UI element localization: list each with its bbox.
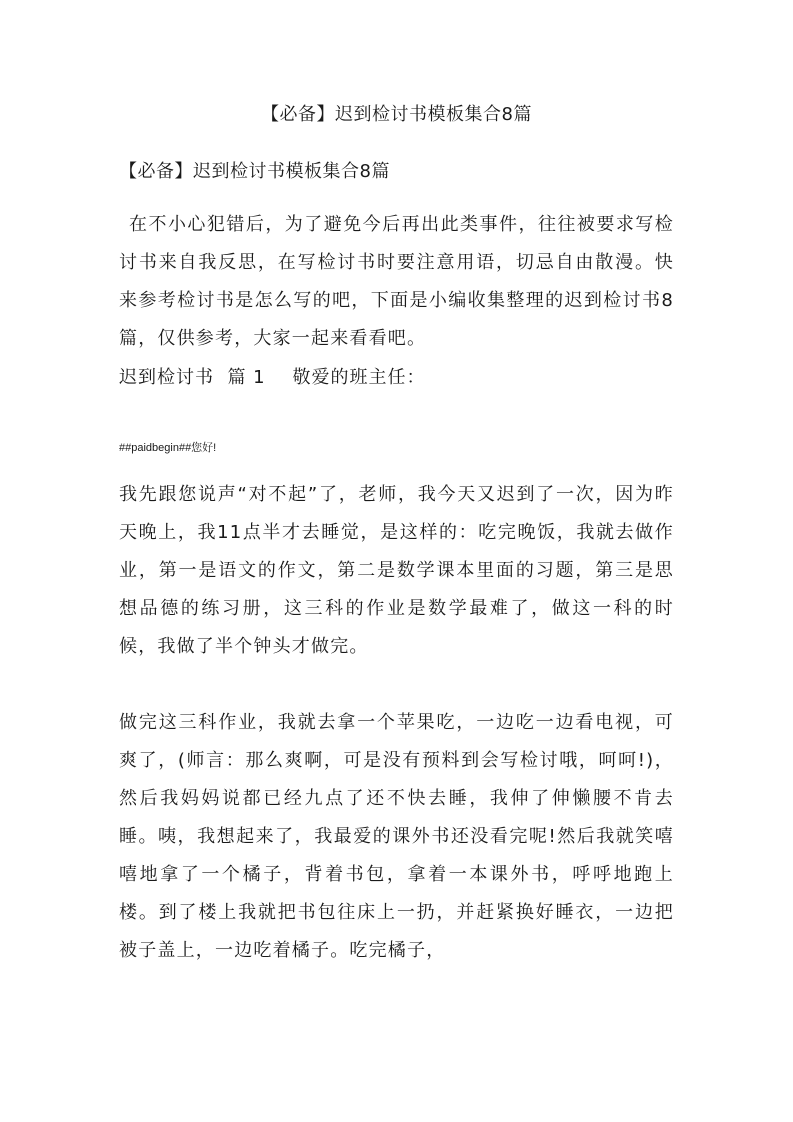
body-paragraph-1: 我先跟您说声“对不起”了，老师，我今天又迟到了一次，因为昨天晚上，我11点半才去睡觉，是这样的：吃完晚饭，我就去做作业，第一是语文的作文，第二是数学课本里面的习题，第三是思想品德的练习册，这三科的作业是数学最难了，做这一科的时候，我做了半个钟头才做完。 [119, 484, 674, 657]
document-subtitle: 【必备】迟到检讨书模板集合8篇 [119, 161, 390, 182]
intro-paragraph: 在不小心犯错后，为了避免今后再出此类事件，往往被要求写检讨书来自我反思，在写检讨书时要注意用语，切忌自由散漫。快来参考检讨书是怎么写的吧，下面是小编收集整理的迟到检讨书8篇，仅供参考，大家一起来看看吧。 [119, 214, 674, 349]
document-title: 【必备】迟到检讨书模板集合8篇 [261, 104, 532, 125]
section-heading: 迟到检讨书 篇 1 敬爱的班主任： [119, 367, 426, 388]
paid-begin-marker: ##paidbegin##您好! [119, 442, 217, 454]
body-paragraph-2: 做完这三科作业，我就去拿一个苹果吃，一边吃一边看电视，可爽了，(师言：那么爽啊，可是没有预料到会写检讨哦，呵呵!)，然后我妈妈说都已经九点了还不快去睡，我伸了伸懒腰不肯去睡。咦，我想起来了，我最爱的课外书还没看完呢!然后我就笑嘻嘻地拿了一个橘子，背着书包，拿着一本课外书，呼呼地跑上楼。到了楼上我就把书包往床上一扔，并赶紧换好睡衣，一边把被子盖上，一边吃着橘子。吃完橘子， [119, 712, 674, 961]
